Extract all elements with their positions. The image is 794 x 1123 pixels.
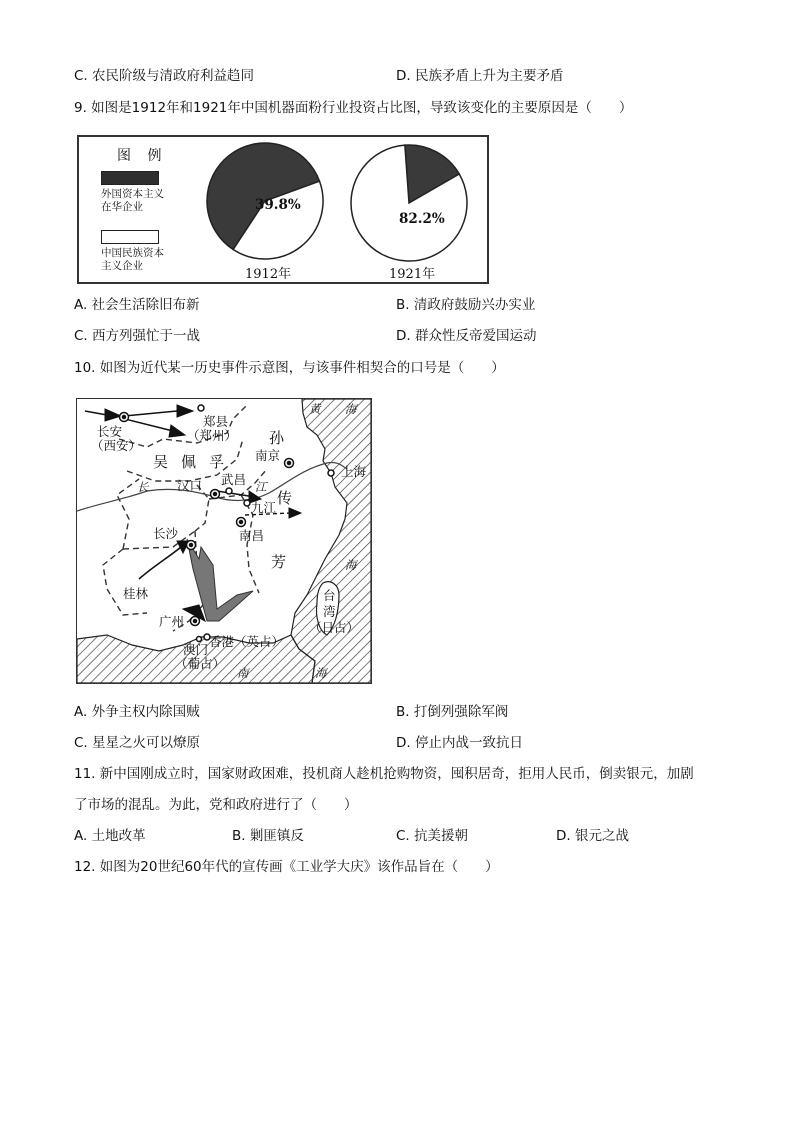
legend-title: 图 例 [117,148,168,164]
pie-1921-year: 1921年 [389,267,436,282]
label-jiang: 江 [255,480,267,494]
label-jiujiang: 九江 [251,500,277,515]
label-changsha: 长沙 [153,526,179,541]
label-fang: 芳 [271,553,287,571]
q11-option-c: C. 抗美援朝 [396,828,469,844]
q8-option-c: C. 农民阶级与清政府利益趋同 [74,68,255,84]
label-taiwan-2: 湾 [323,604,336,619]
sea-east [291,399,371,683]
legend-label-foreign: 外国资本主义在华企业 [101,188,164,213]
q10-option-d: D. 停止内战一致抗日 [396,735,523,751]
label-chang: 长 [137,480,149,494]
northern-expedition-map [76,398,372,684]
label-wu: 吴 [153,453,169,471]
q9-stem: 9. 如图是1912年和1921年中国机器面粉行业投资占比图，导致该变化的主要原因是（ ） [74,100,633,116]
q11-option-b: B. 剿匪镇反 [232,828,304,844]
label-taiwan-1: 台 [323,588,336,603]
pie-1912-label: 39.8% [255,197,301,213]
label-hankou: 汉口 [177,478,203,493]
q11-stem-line-2: 了市场的混乱。为此，党和政府进行了（ ） [74,797,358,813]
label-changan: 长安 [97,424,123,439]
label-aomen: 澳门 [183,642,209,657]
label-hai-3: 海 [315,666,327,680]
q10-option-a: A. 外争主权内除国贼 [74,704,200,720]
q8-option-d: D. 民族矛盾上升为主要矛盾 [396,68,564,84]
label-xianggang: 香港（英占） [209,634,285,649]
q12-stem: 12. 如图为20世纪60年代的宣传画《工业学大庆》该作品旨在（ ） [74,859,499,875]
q11-option-d: D. 银元之战 [556,828,629,844]
pie-1921-label: 82.2% [399,211,445,227]
label-puzhan: （葡占） [175,656,226,671]
label-nanjing: 南京 [255,448,281,463]
q11-stem-line-1: 11. 新中国刚成立时，国家财政困难，投机商人趁机抢购物资，囤积居奇，拒用人民币，倒卖银元，加剧 [74,766,694,782]
label-zhengxian: 郑县 [203,414,229,429]
q9-option-b: B. 清政府鼓励兴办实业 [396,297,536,313]
label-xian: （西安） [91,438,142,453]
label-nan: 南 [237,666,249,680]
label-wuchang: 武昌 [221,472,247,487]
q10-option-b: B. 打倒列强除军阀 [396,704,509,720]
q11-option-a: A. 土地改革 [74,828,146,844]
q9-pie-figure [77,135,489,284]
label-zhengzhou: （郑州） [187,428,238,443]
label-rizhan: （日占） [309,620,360,635]
label-guilin: 桂林 [123,586,149,601]
label-hai-2: 海 [345,558,357,572]
label-nanchang: 南昌 [239,528,265,543]
pie-1912-year: 1912年 [245,267,292,282]
label-shanghai: 上海 [341,464,367,479]
label-chuan: 传 [277,489,293,507]
label-guangzhou: 广州 [159,614,185,629]
q9-option-d: D. 群众性反帝爱国运动 [396,328,537,344]
label-sun: 孙 [269,429,285,447]
q9-option-c: C. 西方列强忙于一战 [74,328,201,344]
q10-stem: 10. 如图为近代某一历史事件示意图，与该事件相契合的口号是（ ） [74,360,505,376]
q9-option-a: A. 社会生活除旧布新 [74,297,200,313]
label-huang: 黄 [309,402,321,416]
pie-1921 [351,145,467,261]
label-fu: 孚 [209,453,225,471]
q10-option-c: C. 星星之火可以燎原 [74,735,201,751]
label-pei: 佩 [181,453,197,471]
legend-label-domestic: 中国民族资本主义企业 [101,247,164,272]
label-hai-1: 海 [345,402,357,416]
